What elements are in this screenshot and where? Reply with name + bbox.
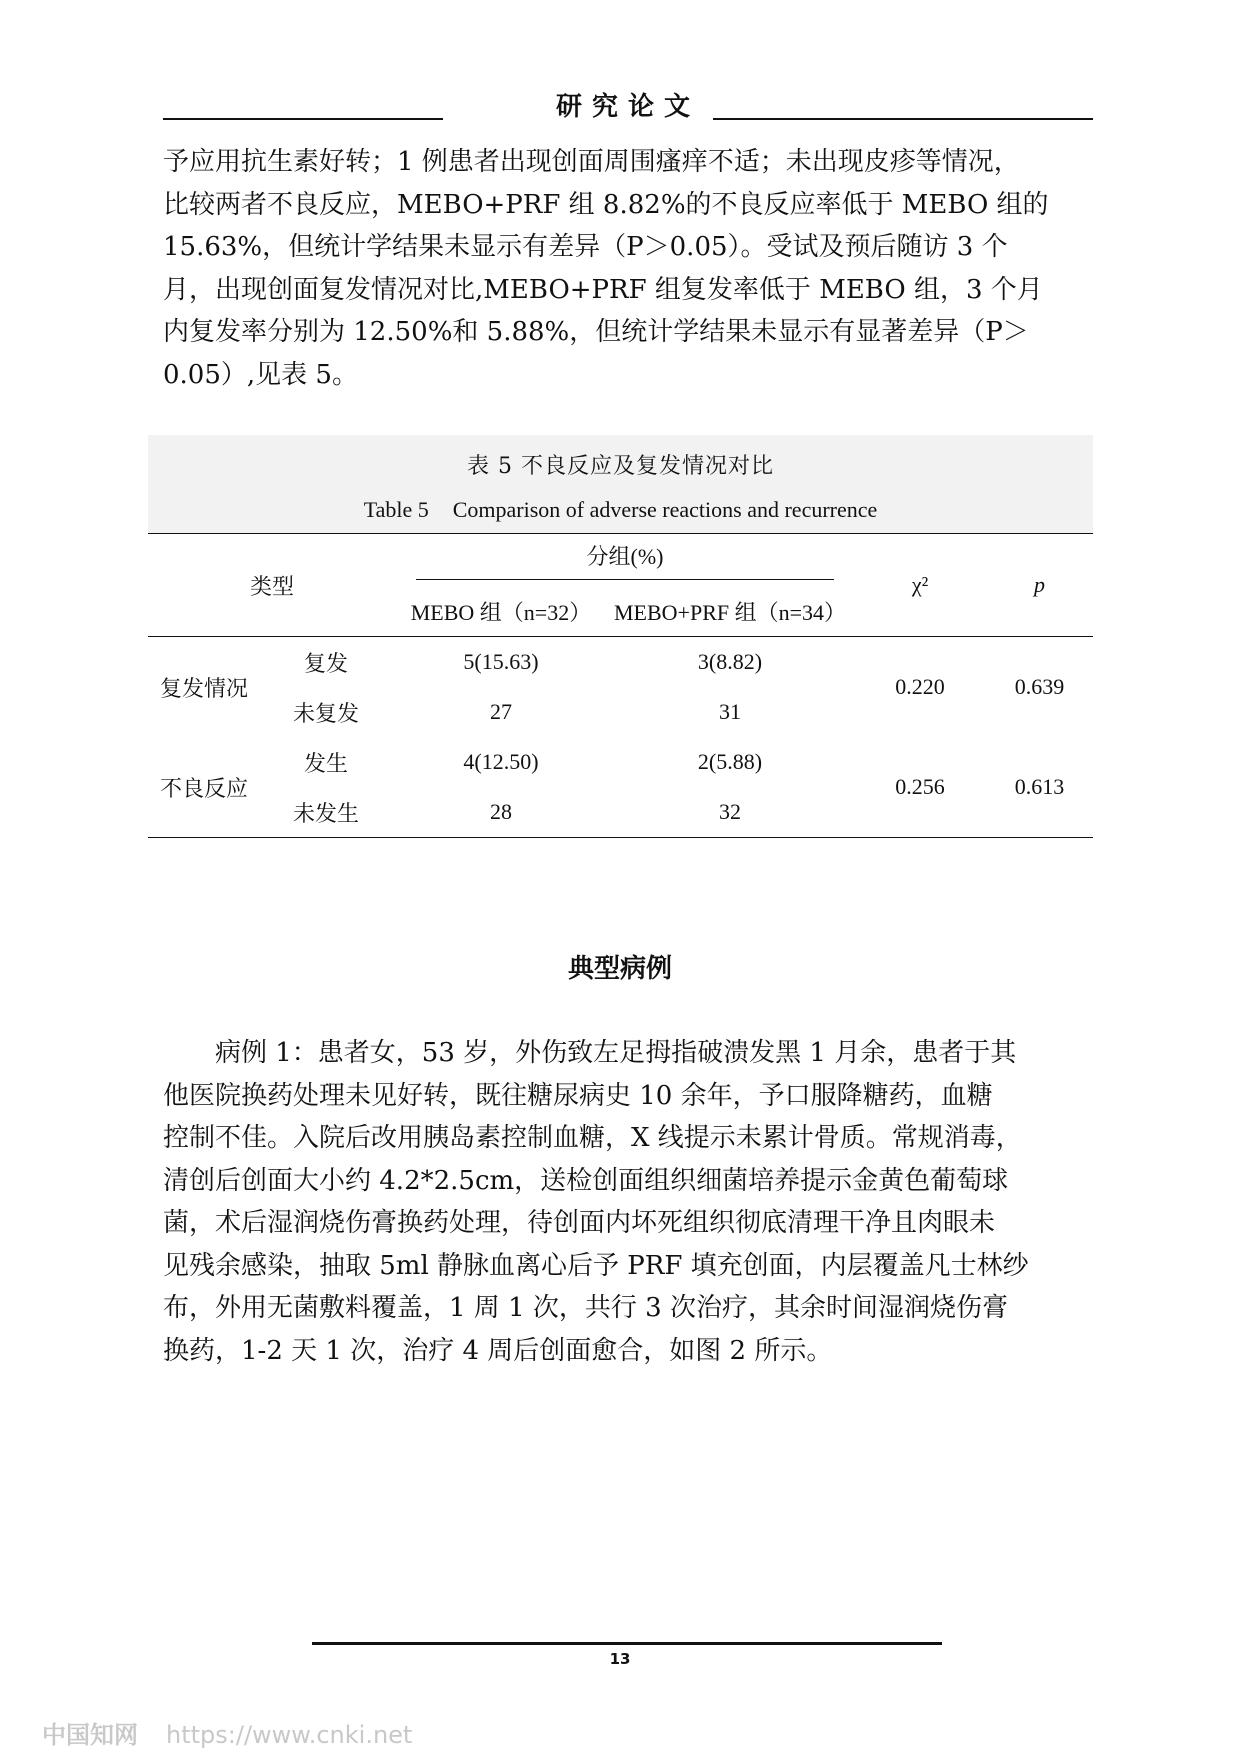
paragraph-line: 清创后创面大小约 4.2*2.5cm，送检创面组织细菌培养提示金黄色葡萄球: [163, 1165, 1009, 1196]
watermark-logo: 中国知网: [42, 1721, 138, 1749]
cell-p: 0.613: [986, 737, 1093, 838]
paragraph-line: 比较两者不良反应，MEBO+PRF 组 8.82%的不良反应率低于 MEBO 组的: [163, 189, 1049, 220]
page-number: 13: [609, 1650, 631, 1668]
cell-prf: 31: [719, 699, 741, 724]
header-p: p: [986, 534, 1093, 637]
header-title: 研究论文: [555, 92, 700, 122]
data-table: [148, 533, 1093, 838]
row-label: 未复发: [292, 700, 359, 726]
paragraph-line: 菌，术后湿润烧伤膏换药处理，待创面内坏死组织彻底清理干净且肉眼未: [163, 1208, 996, 1238]
row-label: 复发: [303, 650, 348, 676]
group-name: 复发情况: [160, 675, 249, 701]
header-group-label: 分组(%): [416, 540, 834, 580]
row-label: 未发生: [256, 787, 396, 838]
paragraph-line: 病例 1：患者女，53 岁，外伤致左足拇指破溃发黑 1 月余，患者于其: [215, 1038, 1017, 1068]
header-type: 类型: [148, 534, 396, 637]
paragraph-line: 换药，1-2 天 1 次，治疗 4 周后创面愈合，如图 2 所示。: [163, 1335, 833, 1366]
watermark: [42, 1715, 412, 1750]
group-name: 不良反应: [148, 737, 256, 838]
paragraph-results: [163, 141, 1093, 396]
cell-mebo: 4(12.50): [463, 749, 539, 774]
paragraph-line: 内复发率分别为 12.50%和 5.88%，但统计学结果未显示有显著差异（P＞: [163, 317, 1029, 347]
paragraph-line: 15.63%，但统计学结果未显示有差异（P＞0.05）。受试及预后随访 3 个: [163, 232, 1008, 262]
cell-mebo: 5(15.63): [463, 649, 539, 674]
cell-prf: 2(5.88): [697, 749, 763, 774]
cell-p: 0.639: [1014, 674, 1065, 699]
header-rule-right: [713, 118, 1093, 120]
paragraph-case: [163, 1032, 1093, 1372]
paragraph-line: 月，出现创面复发情况对比,MEBO+PRF 组复发率低于 MEBO 组，3 个月: [163, 274, 1043, 305]
table-caption-en-label: Table 5: [363, 497, 429, 522]
watermark-url: https://www.cnki.net: [166, 1721, 413, 1749]
table-row: [148, 637, 1093, 688]
cell-chi: 0.256: [854, 737, 986, 838]
cell-prf: 3(8.82): [697, 649, 763, 674]
paragraph-line: 0.05）,见表 5。: [163, 359, 358, 390]
cell-chi: 0.220: [895, 674, 945, 699]
header-prf: MEBO+PRF 组（n=34）: [606, 586, 854, 637]
header-group: [396, 534, 854, 587]
footer-rule: [312, 1642, 942, 1645]
paragraph-line: 控制不佳。入院后改用胰岛素控制血糖，X 线提示未累计骨质。常规消毒，: [163, 1123, 1022, 1153]
cell-mebo: 28: [396, 787, 606, 838]
paragraph-line: 见残余感染，抽取 5ml 静脉血离心后予 PRF 填充创面，内层覆盖凡士林纱: [163, 1250, 1029, 1281]
table-caption-en-title: Comparison of adverse reactions and recurrence: [452, 497, 878, 522]
running-header: [163, 84, 1093, 124]
cell-prf: 32: [606, 787, 854, 838]
paragraph-line: 予应用抗生素好转；1 例患者出现创面周围瘙痒不适；未出现皮疹等情况，: [163, 147, 1020, 177]
paragraph-line: 他医院换药处理未见好转，既往糖尿病史 10 余年，予口服降糖药，血糖: [163, 1080, 993, 1111]
row-label: 发生: [303, 750, 348, 776]
table-caption-cn: 表 5 不良反应及复发情况对比: [467, 454, 774, 479]
paragraph-line: 布，外用无菌敷料覆盖，1 周 1 次，共行 3 次治疗，其余时间湿润烧伤膏: [163, 1293, 1008, 1323]
table-row: [148, 737, 1093, 787]
cell-mebo: 27: [490, 699, 512, 724]
section-title: 典型病例: [567, 954, 672, 984]
header-mebo: MEBO 组（n=32）: [396, 586, 606, 637]
table-caption-en: [148, 497, 1093, 523]
header-chi: χ²: [854, 534, 986, 637]
